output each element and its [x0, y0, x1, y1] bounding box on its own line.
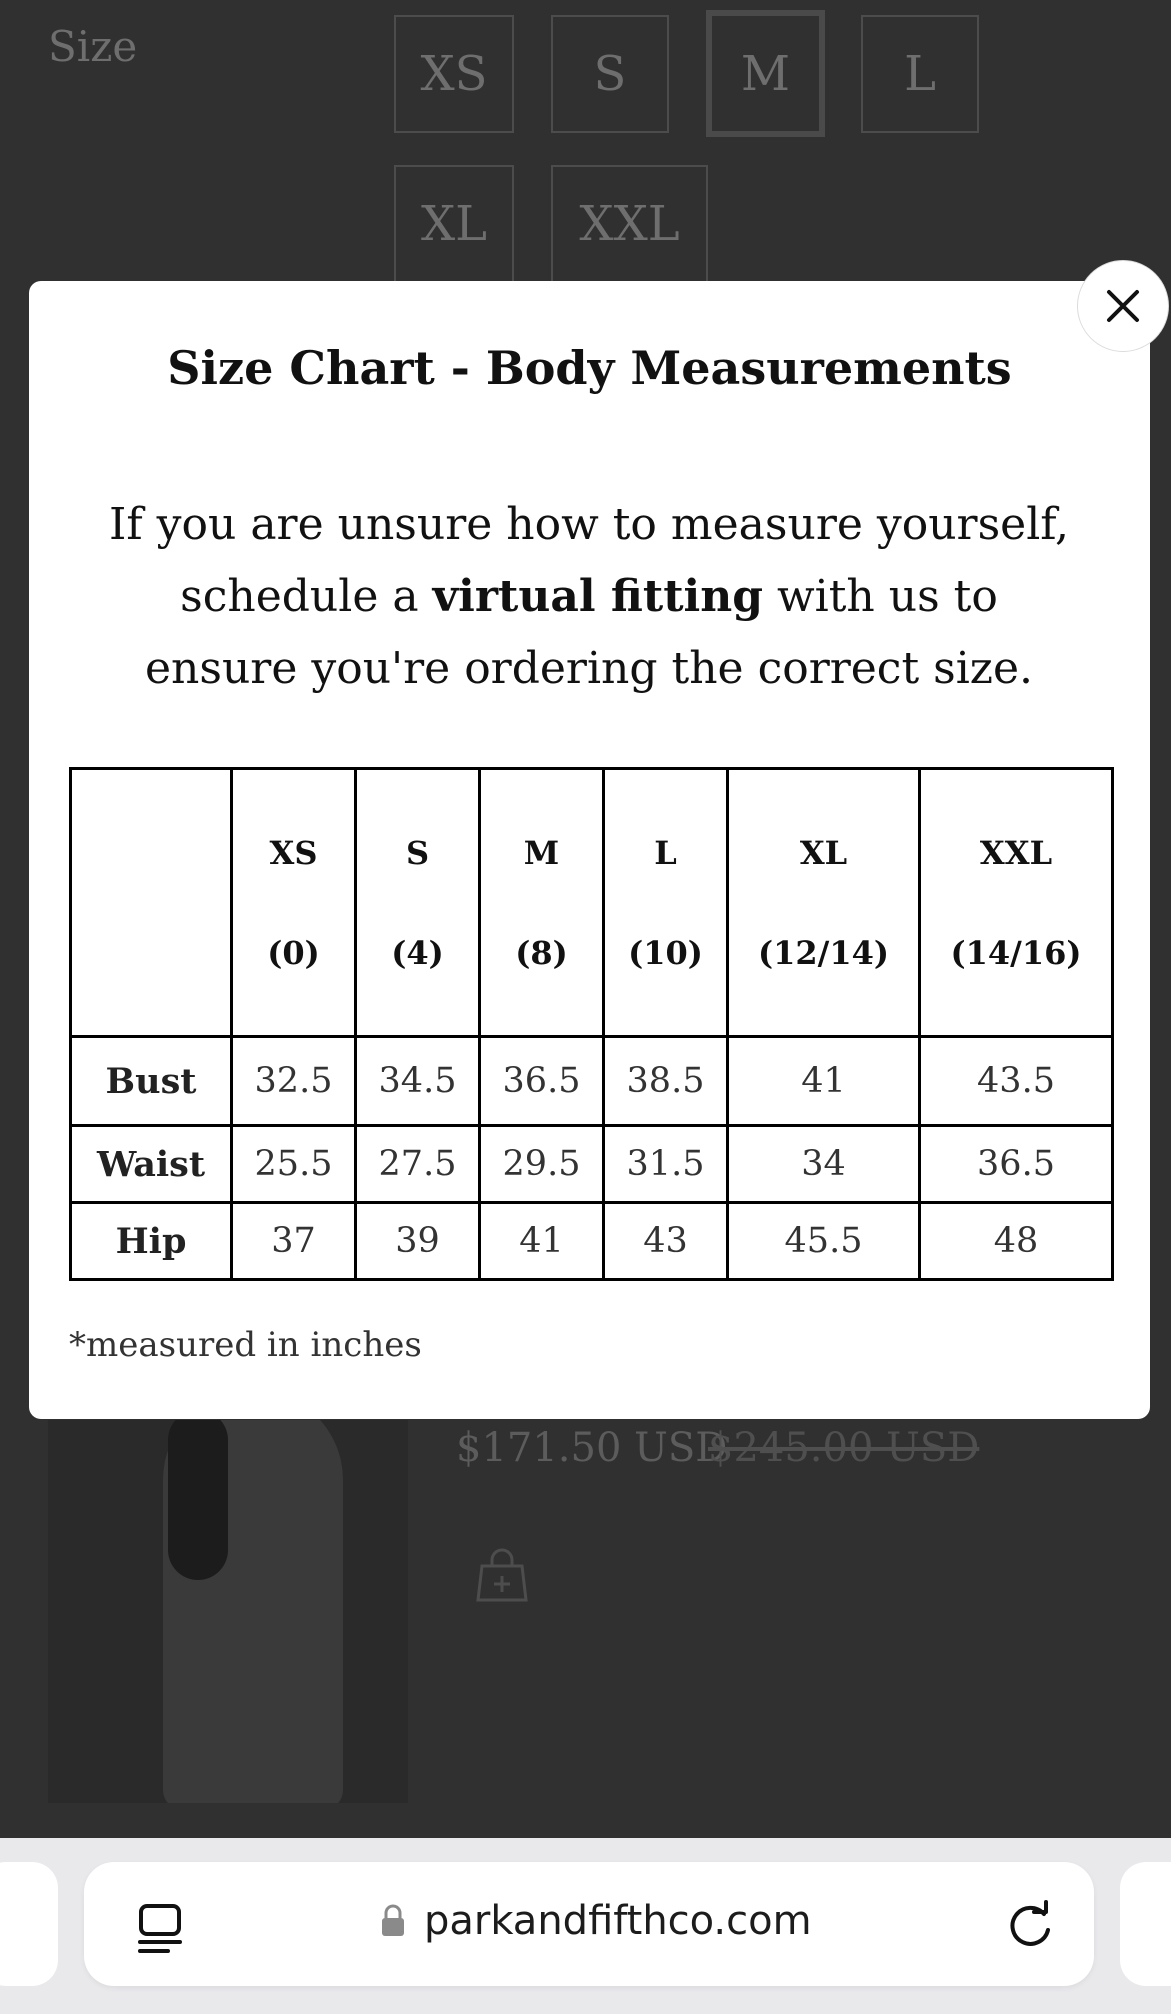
- column-header-xxl: [920, 769, 1113, 1037]
- product-image[interactable]: [48, 1420, 408, 1803]
- table-cell: 36.5: [920, 1126, 1113, 1203]
- table-cell: 34.5: [356, 1037, 480, 1126]
- row-label: Hip: [71, 1203, 232, 1280]
- column-size-name: XXL: [979, 833, 1053, 872]
- virtual-fitting-text: virtual fitting: [432, 571, 764, 622]
- column-size-name: M: [523, 833, 560, 872]
- add-to-cart-icon[interactable]: [474, 1548, 530, 1604]
- table-cell: 36.5: [480, 1037, 604, 1126]
- table-row-bust: [71, 1037, 1113, 1126]
- next-tab-peek[interactable]: [1120, 1862, 1171, 1986]
- table-cell: 38.5: [604, 1037, 728, 1126]
- compare-price: $245.00 USD: [708, 1425, 980, 1471]
- column-header-l: [604, 769, 728, 1037]
- row-label: Bust: [71, 1037, 232, 1126]
- column-us-size: (12/14): [757, 933, 890, 972]
- size-option-m[interactable]: M: [706, 10, 825, 137]
- table-cell: 43.5: [920, 1037, 1113, 1126]
- intro-text-start: If you are unsure how to measure yourself, schedule a: [109, 499, 1069, 622]
- table-cell: 34: [728, 1126, 920, 1203]
- table-cell: 43: [604, 1203, 728, 1280]
- table-cell: 41: [728, 1037, 920, 1126]
- reload-icon[interactable]: [1004, 1900, 1056, 1952]
- product-figure-hair: [168, 1420, 228, 1580]
- column-us-size: (4): [391, 933, 444, 972]
- column-us-size: (14/16): [950, 933, 1082, 972]
- close-button[interactable]: [1077, 260, 1169, 352]
- table-cell: 39: [356, 1203, 480, 1280]
- column-size-name: XL: [799, 833, 848, 872]
- table-cell: 32.5: [232, 1037, 356, 1126]
- table-cell: 45.5: [728, 1203, 920, 1280]
- column-us-size: (8): [515, 933, 568, 972]
- column-size-name: S: [405, 833, 430, 872]
- column-header-xl: [728, 769, 920, 1037]
- column-us-size: (10): [628, 933, 703, 972]
- modal-intro: [99, 489, 1079, 705]
- measurement-note: *measured in inches: [69, 1325, 422, 1365]
- size-chart-modal: [29, 281, 1150, 1419]
- intro-text-end: with us to ensure you're ordering the correct size.: [145, 571, 1033, 694]
- column-size-name: XS: [269, 833, 318, 872]
- browser-bottom-bar: [0, 1838, 1171, 2014]
- size-option-xs[interactable]: XS: [394, 15, 514, 133]
- table-cell: 41: [480, 1203, 604, 1280]
- url-text: parkandfifthco.com: [424, 1898, 812, 1944]
- table-cell: 29.5: [480, 1126, 604, 1203]
- column-us-size: (0): [267, 933, 320, 972]
- table-corner-cell: [71, 769, 232, 1037]
- table-cell: 25.5: [232, 1126, 356, 1203]
- size-chart-table: [69, 767, 1114, 1281]
- table-row-waist: [71, 1126, 1113, 1203]
- size-option-xxl[interactable]: XXL: [551, 165, 708, 283]
- table-cell: 31.5: [604, 1126, 728, 1203]
- modal-title: Size Chart - Body Measurements: [167, 341, 1012, 395]
- table-cell: 48: [920, 1203, 1113, 1280]
- size-option-s[interactable]: S: [551, 15, 669, 133]
- column-header-s: [356, 769, 480, 1037]
- previous-tab-peek[interactable]: [0, 1862, 58, 1986]
- size-label: Size: [48, 22, 138, 71]
- column-header-xs: [232, 769, 356, 1037]
- column-header-m: [480, 769, 604, 1037]
- table-row-hip: [71, 1203, 1113, 1280]
- size-option-l[interactable]: L: [861, 15, 979, 133]
- table-cell: 27.5: [356, 1126, 480, 1203]
- size-option-xl[interactable]: XL: [394, 165, 514, 283]
- lock-icon: [380, 1904, 406, 1938]
- row-label: Waist: [71, 1126, 232, 1203]
- table-cell: 37: [232, 1203, 356, 1280]
- sale-price: $171.50 USD: [456, 1425, 728, 1471]
- table-header-row: [71, 769, 1113, 1037]
- address-bar[interactable]: [84, 1862, 1094, 1986]
- column-size-name: L: [654, 833, 677, 872]
- reader-view-icon[interactable]: [136, 1902, 184, 1954]
- close-icon: [1103, 286, 1143, 326]
